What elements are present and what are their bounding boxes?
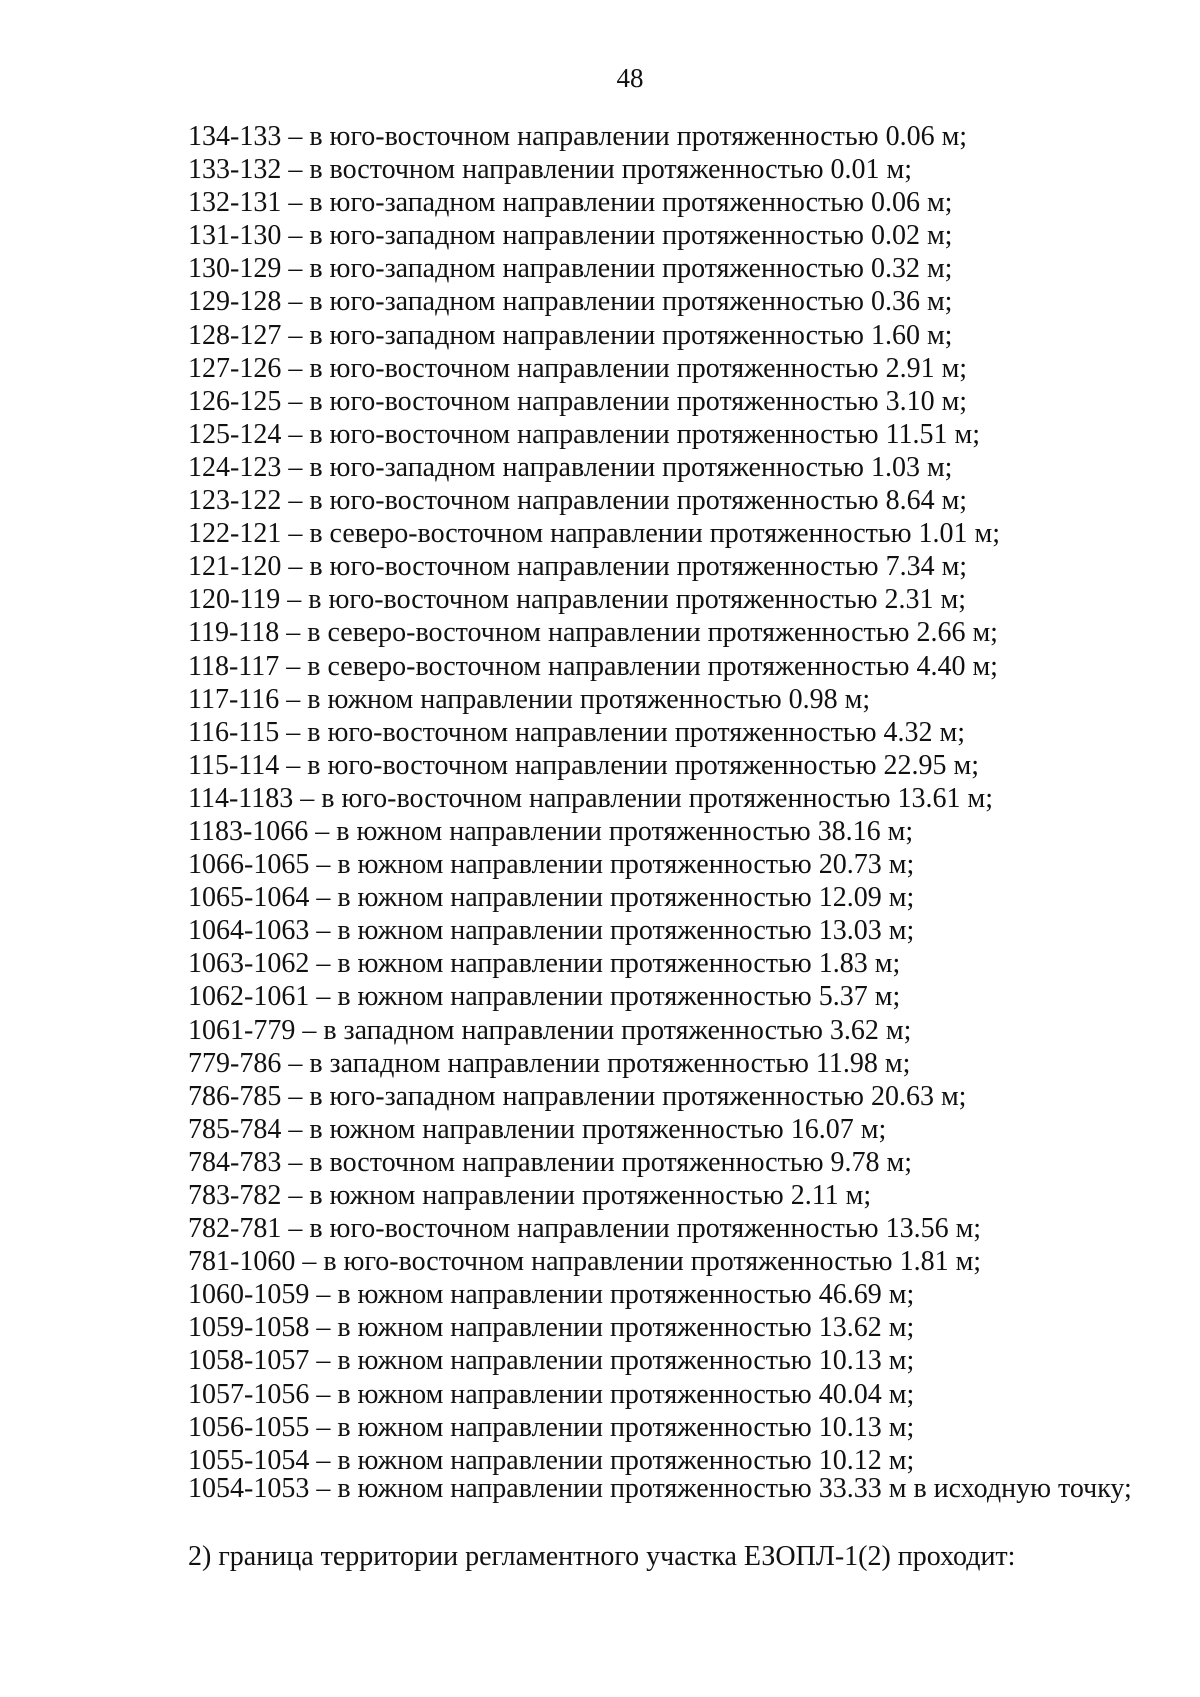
- segment-line: 1055-1054 – в южном направлении протяженностью 10.12 м;: [188, 1444, 915, 1476]
- segment-line: 785-784 – в южном направлении протяженностью 16.07 м;: [188, 1113, 887, 1145]
- segment-line: 1060-1059 – в южном направлении протяженностью 46.69 м;: [188, 1279, 915, 1311]
- segment-line: 124-123 – в юго-западном направлении протяженностью 1.03 м;: [188, 451, 953, 483]
- segment-line: 1064-1063 – в южном направлении протяженностью 13.03 м;: [188, 915, 915, 947]
- segment-line: 121-120 – в юго-восточном направлении протяженностью 7.34 м;: [188, 551, 968, 583]
- segment-line: 783-782 – в южном направлении протяженностью 2.11 м;: [188, 1180, 872, 1211]
- segment-line: 131-130 – в юго-западном направлении протяженностью 0.02 м;: [188, 220, 953, 252]
- segment-line: 127-126 – в юго-восточном направлении протяженностью 2.91 м;: [188, 352, 968, 384]
- segment-line: 126-125 – в юго-восточном направлении протяженностью 3.10 м;: [188, 385, 968, 417]
- segment-line: 1062-1061 – в южном направлении протяженностью 5.37 м;: [188, 981, 901, 1013]
- segment-line: 117-116 – в южном направлении протяженностью 0.98 м;: [188, 683, 871, 715]
- segment-line: 119-118 – в северо-восточном направлении протяженностью 2.66 м;: [188, 617, 998, 649]
- segment-line: 114-1183 – в юго-восточном направлении протяженностью 13.61 м;: [188, 782, 993, 814]
- segment-line: 1065-1064 – в южном направлении протяженностью 12.09 м;: [188, 882, 915, 914]
- segment-line: 130-129 – в юго-западном направлении протяженностью 0.32 м;: [188, 253, 953, 285]
- segment-line: 128-127 – в юго-западном направлении протяженностью 1.60 м;: [188, 319, 953, 351]
- segment-line: 116-115 – в юго-восточном направлении протяженностью 4.32 м;: [188, 716, 965, 748]
- page-number: 48: [616, 63, 644, 93]
- segment-line: 1059-1058 – в южном направлении протяженностью 13.62 м;: [188, 1312, 915, 1344]
- segment-line: 786-785 – в юго-западном направлении протяженностью 20.63 м;: [188, 1080, 967, 1112]
- segment-list: [188, 120, 1000, 1477]
- segment-line: 123-122 – в юго-восточном направлении протяженностью 8.64 м;: [188, 485, 968, 517]
- segment-line: 784-783 – в восточном направлении протяженностью 9.78 м;: [188, 1146, 913, 1178]
- segment-line: 129-128 – в юго-западном направлении протяженностью 0.36 м;: [188, 286, 953, 318]
- segment-line: 125-124 – в юго-восточном направлении протяженностью 11.51 м;: [188, 418, 981, 450]
- last-segment-paragraph: 1054-1053 – в южном направлении протяженностью 33.33 м в исходную точку;: [188, 1473, 1132, 1504]
- segment-line: 118-117 – в северо-восточном направлении протяженностью 4.40 м;: [188, 650, 998, 682]
- segment-line: 1061-779 – в западном направлении протяженностью 3.62 м;: [188, 1014, 912, 1046]
- segment-line: 1183-1066 – в южном направлении протяженностью 38.16 м;: [188, 815, 914, 847]
- segment-line: 120-119 – в юго-восточном направлении протяженностью 2.31 м;: [188, 584, 967, 616]
- segment-line: 1058-1057 – в южном направлении протяженностью 10.13 м;: [188, 1345, 915, 1377]
- segment-line: 1056-1055 – в южном направлении протяженностью 10.13 м;: [188, 1411, 915, 1443]
- segment-line: 134-133 – в юго-восточном направлении протяженностью 0.06 м;: [188, 121, 968, 152]
- segment-line: 1066-1065 – в южном направлении протяженностью 20.73 м;: [188, 849, 915, 881]
- segment-line: 133-132 – в восточном направлении протяженностью 0.01 м;: [188, 154, 913, 186]
- section-heading: 2) граница территории регламентного участка ЕЗОПЛ-1(2) проходит:: [188, 1541, 1016, 1572]
- segment-line: 781-1060 – в юго-восточном направлении протяженностью 1.81 м;: [188, 1246, 982, 1278]
- segment-line: 1063-1062 – в южном направлении протяженностью 1.83 м;: [188, 948, 901, 980]
- segment-line: 779-786 – в западном направлении протяженностью 11.98 м;: [188, 1047, 911, 1079]
- segment-line: 122-121 – в северо-восточном направлении протяженностью 1.01 м;: [188, 518, 1001, 550]
- segment-line: 115-114 – в юго-восточном направлении протяженностью 22.95 м;: [188, 749, 979, 781]
- segment-line: 782-781 – в юго-восточном направлении протяженностью 13.56 м;: [188, 1213, 982, 1245]
- segment-line: 1057-1056 – в южном направлении протяженностью 40.04 м;: [188, 1378, 915, 1410]
- segment-line: 132-131 – в юго-западном направлении протяженностью 0.06 м;: [188, 187, 953, 219]
